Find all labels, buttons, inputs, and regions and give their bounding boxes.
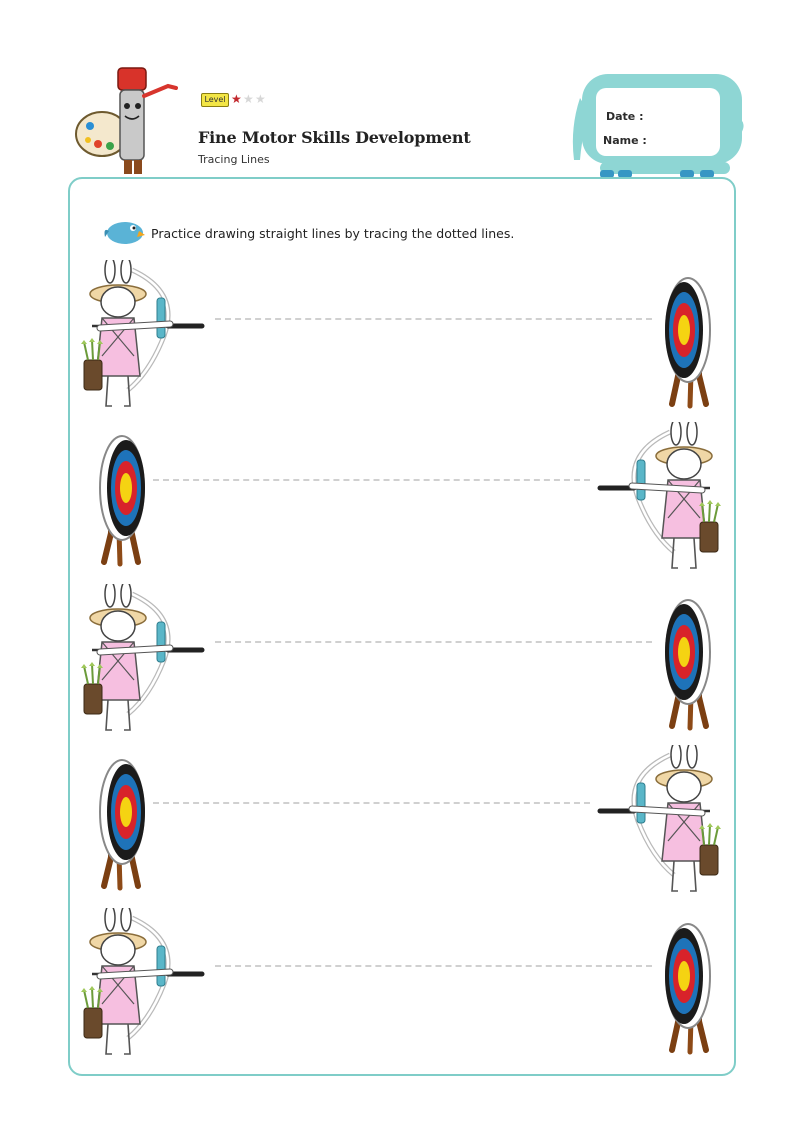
elephant-icon <box>560 68 746 180</box>
archery-target-icon <box>86 752 158 892</box>
rabbit-archer-icon <box>590 422 722 572</box>
instruction-text: Practice drawing straight lines by tracing the dotted lines. <box>151 226 515 241</box>
dotted-trace-line[interactable] <box>153 802 590 804</box>
archery-target-icon <box>652 270 724 410</box>
dotted-trace-line[interactable] <box>215 318 652 320</box>
paintbrush-mascot-icon <box>72 56 192 182</box>
page-subtitle: Tracing Lines <box>198 153 270 166</box>
page-title: Fine Motor Skills Development <box>198 128 471 147</box>
archery-target-icon <box>86 428 158 568</box>
dotted-trace-line[interactable] <box>215 965 652 967</box>
dotted-trace-line[interactable] <box>153 479 590 481</box>
rabbit-archer-icon <box>80 908 212 1058</box>
level-star-empty-icon: ★ <box>255 92 266 106</box>
bird-icon <box>103 217 145 245</box>
rabbit-archer-icon <box>80 260 212 410</box>
date-label: Date : <box>606 110 644 123</box>
rabbit-archer-icon <box>80 584 212 734</box>
dotted-trace-line[interactable] <box>215 641 652 643</box>
name-label: Name : <box>603 134 647 147</box>
level-star-filled-icon: ★ <box>231 92 242 106</box>
archery-target-icon <box>652 592 724 732</box>
level-badge: Level <box>201 93 229 107</box>
level-star-empty-icon: ★ <box>243 92 254 106</box>
rabbit-archer-icon <box>590 745 722 895</box>
archery-target-icon <box>652 916 724 1056</box>
